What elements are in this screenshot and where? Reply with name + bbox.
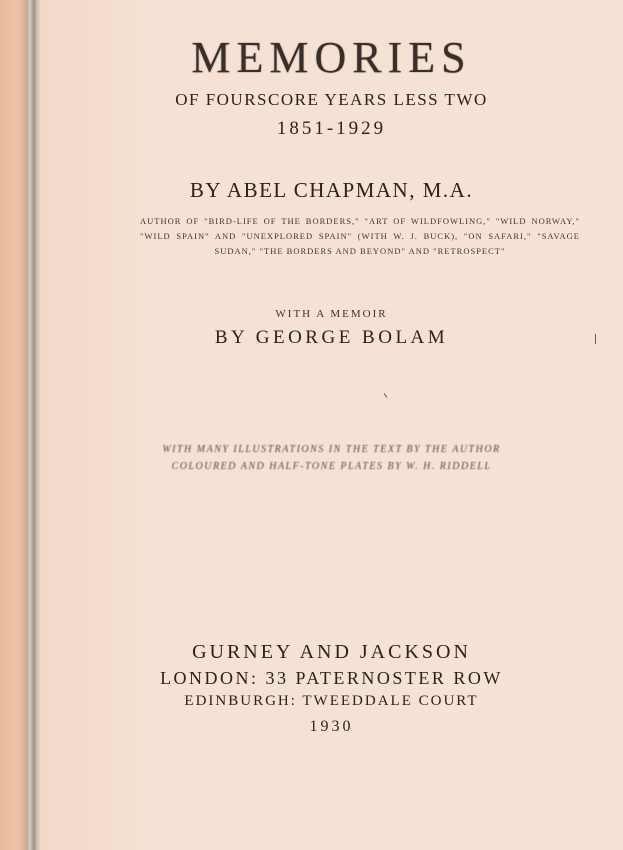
memoir-intro: WITH A MEMOIR bbox=[275, 308, 388, 320]
illustrations-credit-2: COLOURED AND HALF-TONE PLATES BY W. H. RIDDELL bbox=[171, 461, 492, 472]
pencil-mark bbox=[595, 334, 596, 344]
author-line: BY ABEL CHAPMAN, M.A. bbox=[189, 178, 474, 202]
book-cover-edge bbox=[0, 0, 26, 850]
publication-year: 1930 bbox=[309, 718, 354, 735]
author-works: AUTHOR OF "BIRD-LIFE OF THE BORDERS," "ART OF WILDFOWLING," "WILD NORWAY," "WILD SPAIN" AND "UNEXPLORED SPAIN" (WITH W. J. BUCK), "ON SAFARI," "SAVAGE SUDAN," "THE BORDERS AND BEYOND" AND "RETROSPECT" bbox=[140, 216, 580, 256]
memoir-author: BY GEORGE BOLAM bbox=[214, 327, 449, 348]
book-dates: 1851-1929 bbox=[276, 118, 387, 139]
page-gutter bbox=[26, 0, 40, 850]
publisher-edinburgh-address: EDINBURGH: TWEEDDALE COURT bbox=[184, 693, 479, 709]
pencil-mark bbox=[384, 393, 388, 398]
book-title: MEMORIES bbox=[191, 33, 472, 82]
publisher-london-address: LONDON: 33 PATERNOSTER ROW bbox=[160, 668, 503, 688]
title-page bbox=[40, 0, 623, 850]
book-subtitle: OF FOURSCORE YEARS LESS TWO bbox=[175, 90, 488, 109]
illustrations-credit-1: WITH MANY ILLUSTRATIONS IN THE TEXT BY THE AUTHOR bbox=[162, 444, 501, 455]
publisher-name: GURNEY AND JACKSON bbox=[192, 641, 471, 663]
